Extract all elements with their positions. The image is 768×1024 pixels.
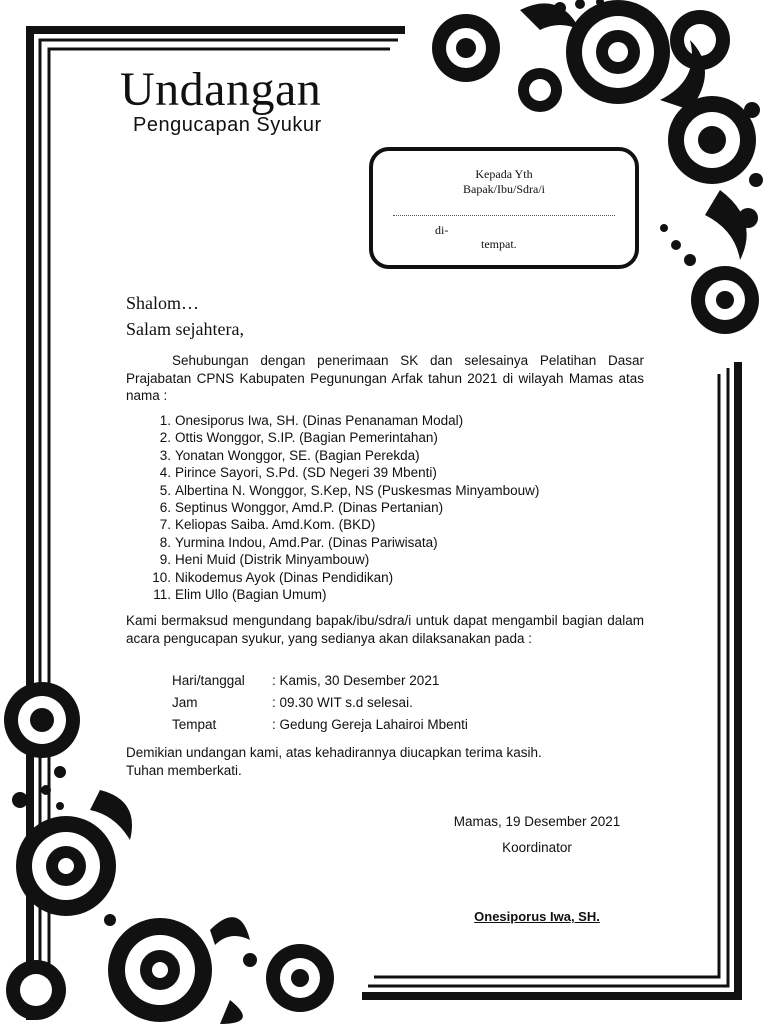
participant-number: 6. — [159, 499, 171, 515]
participant-item — [126, 534, 539, 551]
participant-item — [126, 429, 539, 446]
greeting-shalom: Shalom… — [126, 293, 200, 313]
detail-time — [172, 695, 413, 710]
participant-item — [126, 551, 539, 568]
participant-name: Nikodemus Ayok (Dinas Pendidikan) — [175, 569, 394, 585]
detail-date — [172, 673, 439, 688]
participant-name: Septinus Wonggor, Amd.P. (Dinas Pertanian) — [175, 499, 444, 515]
detail-time-label: Jam — [172, 695, 198, 710]
closing-thanks: Demikian undangan kami, atas kehadirannya diucapkan terima kasih. — [126, 745, 542, 760]
participant-name: Pirince Sayori, S.Pd. (SD Negeri 39 Mbenti) — [175, 465, 437, 481]
participant-name: Ottis Wonggor, S.IP. (Bagian Pemerintahan) — [175, 430, 438, 446]
participant-name: Yonatan Wonggor, SE. (Bagian Perekda) — [175, 447, 420, 463]
signature-role: Koordinator — [502, 840, 572, 855]
address-tempat: tempat. — [481, 237, 517, 251]
participant-item — [126, 516, 539, 533]
detail-place — [172, 717, 468, 732]
closing-blessing: Tuhan memberkati. — [126, 763, 242, 778]
detail-date-label: Hari/tanggal — [172, 673, 245, 688]
greeting-salam: Salam sejahtera, — [126, 319, 244, 339]
participant-number: 8. — [159, 534, 171, 550]
participant-number: 4. — [159, 465, 171, 481]
detail-date-value: : Kamis, 30 Desember 2021 — [272, 673, 440, 688]
invitation-paragraph: Kami bermaksud mengundang bapak/ibu/sdra/i untuk dapat mengambil bagian dalam acara pengucapan syukur, yang sedianya akan dilaksanakan pada : — [126, 613, 644, 646]
invitation-subtitle: Pengucapan Syukur — [133, 114, 322, 136]
participant-name: Onesiporus Iwa, SH. (Dinas Penanaman Modal) — [175, 413, 464, 428]
participant-number: 3. — [159, 447, 171, 463]
detail-time-value: : 09.30 WIT s.d selesai. — [272, 695, 413, 710]
participant-name: Yurmina Indou, Amd.Par. (Dinas Pariwisata) — [175, 534, 438, 550]
bottom-left-floral-ornament — [4, 682, 334, 1024]
participant-name: Elim Ullo (Bagian Umum) — [175, 586, 327, 602]
participant-name: Heni Muid (Distrik Minyambouw) — [175, 552, 370, 568]
participant-number: 5. — [159, 482, 171, 498]
participant-item — [126, 482, 539, 499]
participant-item — [126, 464, 539, 481]
participant-item — [126, 412, 539, 429]
address-box — [369, 147, 639, 269]
participant-name: Keliopas Saiba. Amd.Kom. (BKD) — [175, 517, 376, 533]
participant-number: 10. — [152, 569, 171, 585]
participant-number: 1. — [159, 413, 171, 428]
detail-place-value: : Gedung Gereja Lahairoi Mbenti — [272, 717, 468, 732]
participant-item — [126, 499, 539, 516]
signature-place-date: Mamas, 19 Desember 2021 — [453, 814, 621, 829]
address-line-salutation: Bapak/Ibu/Sdra/i — [463, 182, 545, 196]
detail-place-label: Tempat — [172, 717, 217, 732]
intro-paragraph: Sehubungan dengan penerimaan SK dan selesainya Pelatihan Dasar Prajabatan CPNS Kabupaten Pegunungan Arfak tahun 2021 di wilayah Mamas atas nama : — [126, 353, 644, 403]
participant-number: 9. — [159, 552, 171, 568]
participant-number: 11. — [153, 586, 171, 602]
signature-name: Onesiporus Iwa, SH. — [474, 909, 600, 924]
participant-number: 2. — [159, 430, 171, 446]
invitation-title: Undangan — [120, 63, 322, 116]
participant-name: Albertina N. Wonggor, S.Kep, NS (Puskesmas Minyambouw) — [175, 482, 540, 498]
participant-list — [126, 412, 539, 603]
address-line-recipient: Kepada Yth — [475, 167, 533, 181]
address-dotted-line — [393, 215, 615, 216]
participant-item — [126, 586, 539, 603]
participant-number: 7. — [159, 517, 171, 533]
address-di: di- — [435, 223, 449, 237]
participant-item — [126, 569, 539, 586]
participant-item — [126, 447, 539, 464]
